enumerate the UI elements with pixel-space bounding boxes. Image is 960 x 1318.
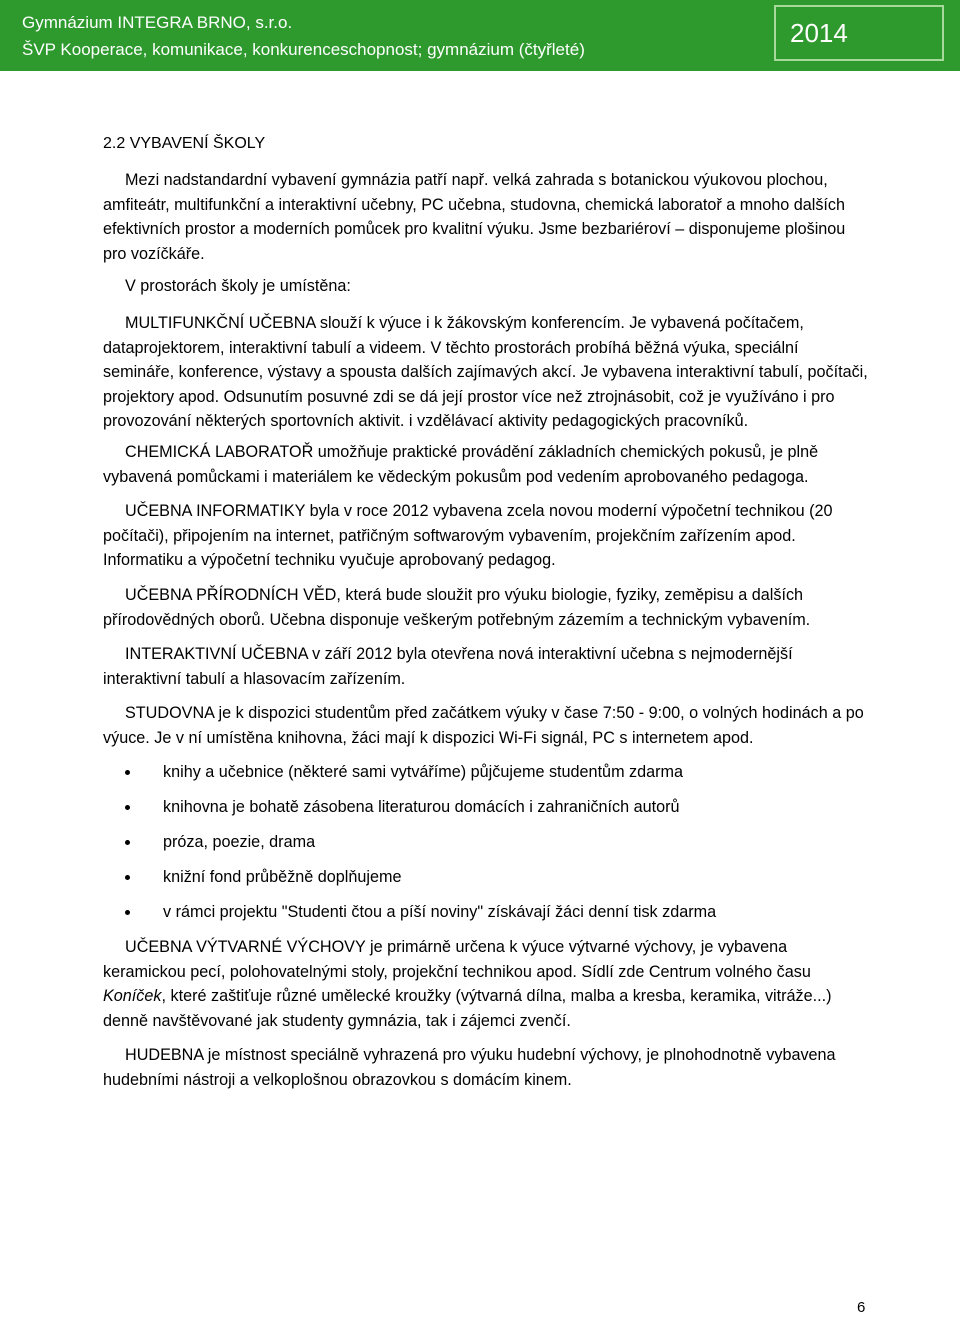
studovna-bullet-list	[103, 760, 868, 924]
list-item	[103, 865, 868, 890]
paragraph-ucebna-prirodnich-ved: UČEBNA PŘÍRODNÍCH VĚD, která bude sloužit pro výuku biologie, fyziky, zeměpisu a dalších přírodovědných oborů. Učebna disponuje veškerým potřebným zázemím a technickým vybavením.	[103, 585, 811, 629]
bullet-icon	[125, 875, 130, 880]
bullet-text: próza, poezie, drama	[163, 833, 316, 852]
paragraph-multifunkcni-ucebna: MULTIFUNKČNÍ UČEBNA slouží k výuce i k žákovským konferencím. Je vybavená počítačem, dataprojektorem, interaktivní tabulí a videem. V těchto prostorách probíhá běžná výuka, speciální semináře, konference, výstavy a spousta dalších zajímavých akcí. Je vybavena interaktivní tabulí, počítači, projektory apod. Odsunutím posuvné zdi se dá její prostor více než ztrojnásobit, což je využíváno i pro provozování některých sportovních aktivit. i vzdělávací aktivity pedagogických pracovníků.	[103, 313, 868, 431]
bullet-text: knižní fond průběžně doplňujeme	[163, 868, 402, 887]
section-title: 2.2 VYBAVENÍ ŠKOLY	[103, 135, 266, 152]
paragraph-ucebna-vytvarne-vychovy	[103, 935, 868, 1033]
bullet-text: knihovna je bohatě zásobena literaturou domácích i zahraničních autorů	[163, 798, 680, 817]
vytvarna-text-start: UČEBNA VÝTVARNÉ VÝCHOVY je primárně určena k výuce výtvarné výchovy, je vybavena keramickou pecí, polohovatelnými stoly, projekční technikou apod. Sídlí zde Centrum volného času	[103, 937, 811, 981]
paragraph-chemicka-laborator: CHEMICKÁ LABORATOŘ umožňuje praktické provádění základních chemických pokusů, je plně vybavená pomůckami i materiálem ke vědeckým pokusům pod vedením aprobovaného pedagoga.	[103, 442, 819, 486]
list-item	[103, 830, 868, 855]
bullet-icon	[125, 770, 130, 775]
location-label: V prostorách školy je umístěna:	[125, 277, 351, 296]
bullet-text: v rámci projektu "Studenti čtou a píší noviny" získávají žáci denní tisk zdarma	[163, 903, 717, 922]
page-header	[0, 0, 960, 71]
bullet-text: knihy a učebnice (některé sami vytváříme) půjčujeme studentům zdarma	[163, 763, 684, 782]
paragraph-hudebna: HUDEBNA je místnost speciálně vyhrazená pro výuku hudební výchovy, je plnohodnotně vybavena hudebními nástroji a velkoplošnou obrazovkou s domácím kinem.	[103, 1046, 836, 1089]
paragraph-studovna: STUDOVNA je k dispozici studentům před začátkem výuky v čase 7:50 - 9:00, o volných hodinách a po výuce. Je v ní umístěna knihovna, žáci mají k dispozici Wi-Fi signál, PC s internetem apod.	[103, 704, 864, 747]
header-program-name: ŠVP Kooperace, komunikace, konkurenceschopnost; gymnázium (čtyřleté)	[22, 40, 585, 59]
paragraph-ucebna-informatiky: UČEBNA INFORMATIKY byla v roce 2012 vybavena zcela novou moderní výpočetní technikou (20 počítači), připojením na internet, patřičným softwarovým vybavením, projekčním zařízením apod. Informatiku a výpočetní techniku vyučuje aprobovaný pedagog.	[103, 502, 833, 570]
document-body	[103, 168, 868, 1102]
vytvarna-text-end: , které zaštiťuje různé umělecké kroužky (výtvarná dílna, malba a kresba, keramika, vitráže...) denně navštěvované jak studenty gymnázia, tak i zájemci zvenčí.	[103, 987, 832, 1030]
bullet-icon	[125, 840, 130, 845]
list-item	[103, 795, 868, 820]
centrum-name: Koníček	[103, 987, 162, 1006]
paragraph-interaktivni-ucebna: INTERAKTIVNÍ UČEBNA v září 2012 byla otevřena nová interaktivní učebna s nejmodernější interaktivní tabulí a hlasovacím zařízením.	[103, 645, 793, 688]
intro-paragraph: Mezi nadstandardní vybavení gymnázia patří např. velká zahrada s botanickou výukovou plochou, amfiteátr, multifunkční a interaktivní učebny, PC učebna, studovna, chemická laboratoř a mnoho dalších efektivních prostor a moderních pomůcek pro kvalitní výuku. Jsme bezbariéroví – disponujeme plošinou pro vozíčkáře.	[103, 171, 846, 263]
header-school-name: Gymnázium INTEGRA BRNO, s.r.o.	[22, 13, 293, 32]
list-item	[103, 760, 868, 785]
page-number: 6	[857, 1299, 866, 1316]
list-item	[103, 900, 868, 925]
bullet-icon	[125, 805, 130, 810]
header-year-box: 2014	[774, 5, 944, 61]
bullet-icon	[125, 910, 130, 915]
